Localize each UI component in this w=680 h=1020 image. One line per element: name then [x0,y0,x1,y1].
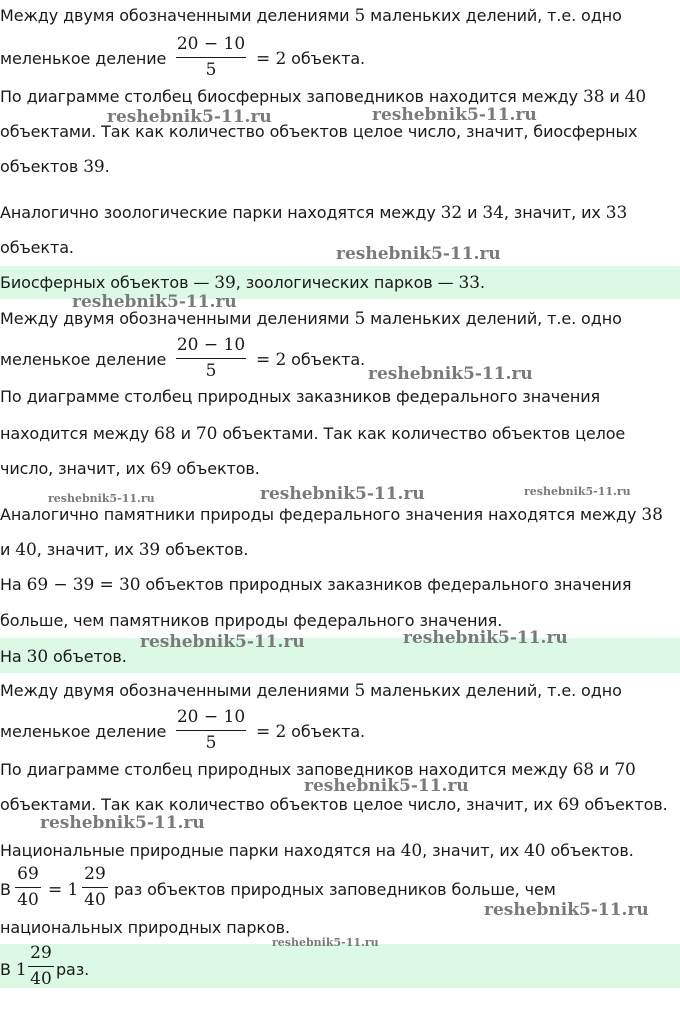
watermark: reshebnik5-11.ru [524,485,631,498]
watermark: reshebnik5-11.ru [484,900,649,920]
s1-line1: Между двумя обозначенными делениями 5 маленьких делений, т.е. одно [0,6,622,26]
s1-line3: По диаграмме столбец биосферных заповедников находится между 38 и 40 [0,87,647,107]
s3-fraction-29-40: 29 40 [82,864,108,910]
s1-line7: объекта. [0,238,74,257]
s3-answer-fraction: 29 40 [28,943,54,989]
s1-line6: Аналогично зоологические парки находятся между 32 и 34, значит, их 33 [0,203,628,223]
watermark: reshebnik5-11.ru [260,484,425,504]
watermark: reshebnik5-11.ru [48,492,155,505]
s3-line4: объектами. Так как количество объектов целое число, значит, их 69 объектов. [0,795,668,815]
s3-line3: По диаграмме столбец природных заповедников находится между 68 и 70 [0,760,636,780]
s3-eq-whole: = 1 [48,880,79,900]
s3-fraction-69-40: 69 40 [15,864,41,910]
s2-line2: меленькое деление [0,350,167,369]
s1-line4: объектами. Так как количество объектов целое число, значит, биосферных [0,122,638,141]
s1-line5: объектов 39. [0,157,110,177]
watermark: reshebnik5-11.ru [40,813,205,833]
s3-line1: Между двумя обозначенными делениями 5 маленьких делений, т.е. одно [0,681,622,701]
s2-fraction: 20 − 10 5 [176,335,246,381]
s2-line3: По диаграмме столбец природных заказников федерального значения [0,387,601,406]
s1-answer: Биосферных объектов — 39, зоологических парков — 33. [0,273,485,293]
s3-answer-tail: раз. [56,960,90,979]
watermark: reshebnik5-11.ru [403,628,568,648]
s2-line4: находится между 68 и 70 объектами. Так как количество объектов целое [0,424,626,444]
s1-line2: меленькое деление [0,49,167,68]
s3-line6: раз объектов природных заповедников больше, чем [114,880,556,899]
s2-line5: число, значит, их 69 объектов. [0,459,260,479]
watermark: reshebnik5-11.ru [107,107,272,127]
s3-line2: меленькое деление [0,722,167,741]
s2-line7: и 40, значит, их 39 объектов. [0,540,249,560]
answer-highlight-3 [0,944,680,988]
s3-line2-tail: = 2 объекта. [256,722,366,742]
watermark: reshebnik5-11.ru [368,364,533,384]
s2-line9: больше, чем памятников природы федерального значения. [0,611,503,630]
s1-fraction: 20 − 10 5 [176,34,246,80]
s2-answer: На 30 объетов. [0,647,127,667]
s2-line8: На 69 − 39 = 30 объектов природных заказников федерального значения [0,575,632,595]
watermark: reshebnik5-11.ru [336,244,501,264]
s3-line7: национальных природных парков. [0,918,290,937]
s2-line2-tail: = 2 объекта. [256,350,366,370]
watermark: reshebnik5-11.ru [372,105,537,125]
watermark: reshebnik5-11.ru [140,632,305,652]
s1-line2-tail: = 2 объекта. [256,49,366,69]
watermark: reshebnik5-11.ru [272,936,379,949]
s3-fraction: 20 − 10 5 [176,707,246,753]
watermark: reshebnik5-11.ru [304,776,469,796]
watermark: reshebnik5-11.ru [72,292,237,312]
s3-answer: В 1 [0,960,27,980]
s2-line6: Аналогично памятники природы федерального значения находятся между 38 [0,505,663,525]
s3-line5: Национальные природные парки находятся на 40, значит, их 40 объектов. [0,841,634,861]
s2-line1: Между двумя обозначенными делениями 5 маленьких делений, т.е. одно [0,309,622,329]
s3-line6-prefix: В [0,880,11,899]
